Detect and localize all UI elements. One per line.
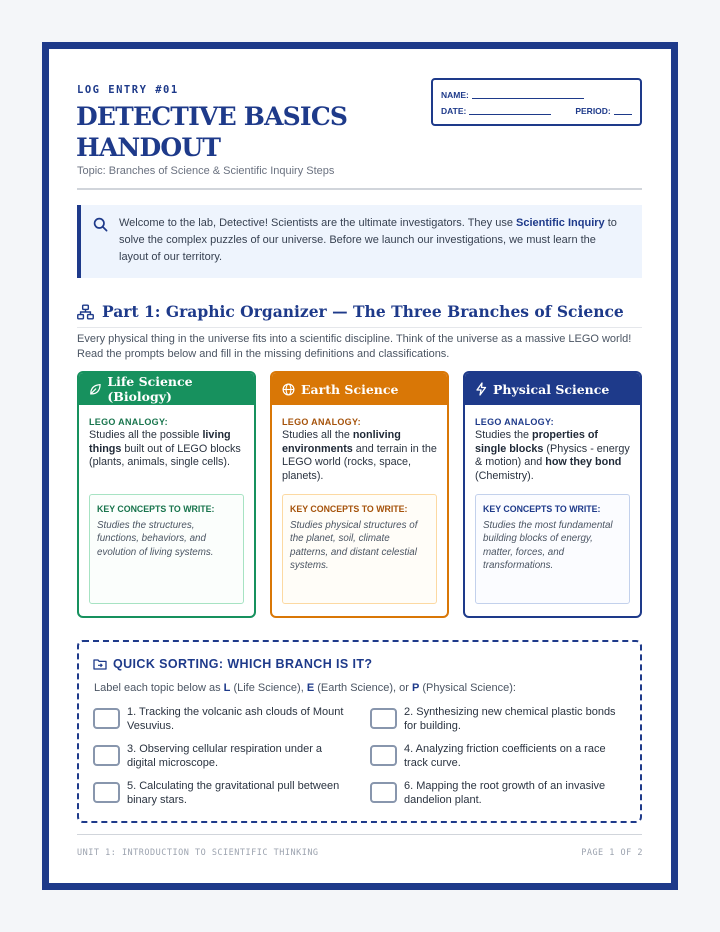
part1-heading-text: Part 1: Graphic Organizer — The Three Branches of Science (102, 302, 624, 321)
answer-box[interactable] (93, 745, 120, 766)
intro-text-2: to solve the complex puzzles of our universe. Before we launch our investigations, we must learn the layout of our territory. (119, 217, 617, 263)
header-divider (77, 188, 642, 190)
key-concepts-box[interactable] (89, 494, 244, 604)
card-physical-science (463, 371, 642, 618)
sorting-heading-text: QUICK SORTING: WHICH BRANCH IS IT? (113, 657, 373, 671)
sort-item-2 (370, 705, 625, 734)
name-row (441, 87, 632, 103)
footer-page-number: PAGE 1 OF 2 (581, 848, 643, 858)
card-life-science (77, 371, 256, 618)
sitemap-icon (77, 304, 94, 320)
search-icon (93, 217, 108, 238)
answer-box[interactable] (93, 708, 120, 729)
answer-box[interactable] (370, 745, 397, 766)
log-entry-label: LOG ENTRY #01 (77, 84, 179, 96)
key-concepts-text: Studies the most fundamental building blocks of energy, matter, forces, and transformations. (483, 520, 613, 571)
key-concepts-box[interactable] (282, 494, 437, 604)
card-title: Life Science (Biology) (107, 374, 193, 404)
card-earth-science (270, 371, 449, 618)
intro-text-1: Welcome to the lab, Detective! Scientists are the ultimate investigators. They use (119, 217, 517, 229)
sort-item-6 (370, 779, 625, 808)
intro-callout (77, 205, 642, 278)
part1-divider (77, 327, 642, 328)
key-concepts-label: KEY CONCEPTS TO WRITE: (290, 504, 408, 514)
intro-bold: Scientific Inquiry (516, 217, 605, 229)
analogy-text: Studies all the possible living things built out of LEGO blocks (plants, animals, single cells). (89, 429, 241, 468)
card-header (79, 373, 254, 405)
footer-divider (77, 834, 642, 835)
analogy-text: Studies the properties of single blocks (Physics - energy & motion) and how they bond (Chemistry). (475, 429, 630, 482)
period-label: PERIOD: (575, 106, 611, 116)
card-header (272, 373, 447, 405)
name-date-box (431, 78, 642, 126)
page-title: DETECTIVE BASICS HANDOUT (76, 102, 348, 162)
key-concepts-text: Studies the structures, functions, behaviors, and evolution of living systems. (97, 520, 214, 558)
topic-line: Topic: Branches of Science & Scientific Inquiry Steps (77, 165, 335, 177)
key-concepts-label: KEY CONCEPTS TO WRITE: (483, 504, 601, 514)
part1-heading (77, 302, 624, 321)
leaf-icon (89, 383, 101, 396)
sort-item-4 (370, 742, 625, 771)
sort-item-text: 6. Mapping the root growth of an invasive dandelion plant. (404, 780, 606, 807)
quick-sorting-section (77, 640, 642, 823)
period-field[interactable] (614, 107, 632, 115)
sort-item-text: 4. Analyzing friction coefficients on a race track curve. (404, 743, 606, 770)
handout-page (42, 42, 678, 890)
sort-item-text: 3. Observing cellular respiration under a digital microscope. (127, 743, 323, 770)
date-row (441, 103, 632, 119)
sort-item-text: 5. Calculating the gravitational pull between binary stars. (127, 780, 340, 807)
sorting-instructions: Label each topic below as L (Life Science), E (Earth Science), or P (Physical Science): (94, 682, 516, 694)
folder-icon (93, 658, 107, 670)
key-concepts-label: KEY CONCEPTS TO WRITE: (97, 504, 215, 514)
date-label: DATE: (441, 106, 467, 116)
footer-unit: UNIT 1: INTRODUCTION TO SCIENTIFIC THINKING (77, 848, 319, 858)
analogy-label: LEGO ANALOGY: (89, 417, 168, 427)
answer-box[interactable] (93, 782, 120, 803)
analogy-label: LEGO ANALOGY: (282, 417, 361, 427)
part1-description: Every physical thing in the universe fits into a scientific discipline. Think of the universe as a massive LEGO world! Read the prompts below and fill in the missing definitions and classifications. (77, 333, 632, 360)
sort-item-1 (93, 705, 348, 734)
key-concepts-text: Studies physical structures of the planet, soil, climate patterns, and distant celestial systems. (290, 520, 418, 571)
analogy-text: Studies all the nonliving environments and terrain in the LEGO world (rocks, space, planets). (282, 429, 437, 482)
name-label: NAME: (441, 90, 469, 100)
lightning-icon (475, 382, 487, 396)
card-title: Earth Science (301, 381, 399, 397)
sorting-heading (93, 657, 372, 671)
answer-box[interactable] (370, 782, 397, 803)
sort-item-3 (93, 742, 348, 771)
sort-item-text: 2. Synthesizing new chemical plastic bonds for building. (404, 706, 616, 733)
date-field[interactable] (469, 107, 551, 115)
answer-box[interactable] (370, 708, 397, 729)
analogy-label: LEGO ANALOGY: (475, 417, 554, 427)
sort-item-text: 1. Tracking the volcanic ash clouds of Mount Vesuvius. (127, 706, 344, 733)
key-concepts-box[interactable] (475, 494, 630, 604)
globe-icon (282, 383, 295, 396)
card-title: Physical Science (493, 381, 610, 397)
name-field[interactable] (472, 91, 584, 99)
card-header (465, 373, 640, 405)
sort-item-5 (93, 779, 348, 808)
